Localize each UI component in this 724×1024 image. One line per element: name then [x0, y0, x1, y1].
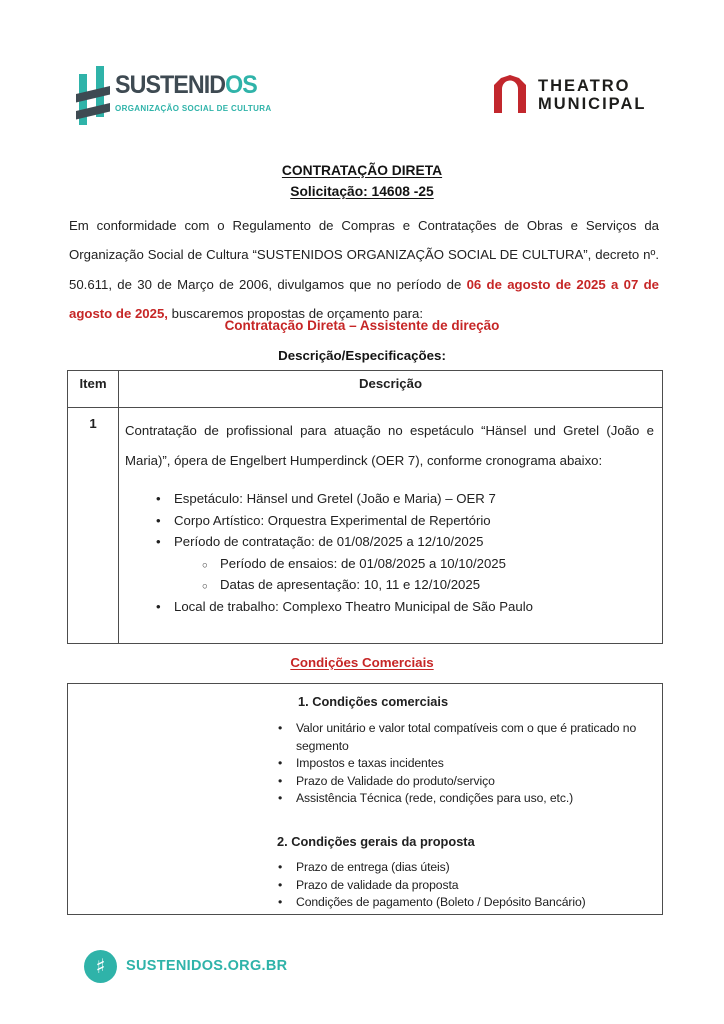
theatro-line2: MUNICIPAL	[538, 94, 647, 113]
bullet-item: • Prazo de validade da proposta	[68, 877, 662, 895]
section-title: Contratação Direta – Assistente de direção	[224, 318, 500, 333]
commercial-heading-1: 1. Condições comerciais	[298, 694, 449, 709]
commercial-list-2	[68, 859, 662, 912]
bullet-item: • Assistência Técnica (rede, condições para uso, etc.)	[68, 790, 662, 808]
footer-sharp-icon: ♯	[84, 950, 117, 983]
bullet-item: • Condições de pagamento (Boleto / Depósito Bancário)	[68, 894, 662, 912]
bullet-item: • Impostos e taxas incidentes	[68, 755, 662, 773]
commercial-heading-2: 2. Condições gerais da proposta	[277, 833, 475, 849]
table-row	[68, 408, 663, 644]
bullet-item: • Espetáculo: Hänsel und Gretel (João e Maria) – OER 7	[125, 488, 654, 510]
sustenidos-logo	[76, 64, 272, 128]
table-header-item: Item	[68, 371, 119, 408]
description-bullet-list	[125, 488, 654, 618]
theatro-arch-icon	[494, 75, 526, 113]
table-header-row	[68, 371, 663, 408]
sustenidos-wordmark	[115, 64, 272, 128]
bullet-item: • Local de trabalho: Complexo Theatro Municipal de São Paulo	[125, 596, 654, 618]
footer-site-text: SUSTENIDOS.ORG.BR	[126, 958, 288, 974]
bullet-item: • Corpo Artístico: Orquestra Experimental de Repertório	[125, 510, 654, 532]
commercial-conditions-box	[67, 683, 663, 915]
item-number-cell: 1	[68, 408, 119, 644]
doc-title-line1: CONTRATAÇÃO DIRETA	[281, 163, 443, 178]
theatro-municipal-logo	[494, 75, 646, 113]
bullet-subitem: ○ Período de ensaios: de 01/08/2025 a 10/10/2025	[125, 553, 654, 575]
commercial-conditions-title-text: Condições Comerciais	[290, 655, 434, 670]
bullet-item: • Prazo de entrega (dias úteis)	[68, 859, 662, 877]
commercial-conditions-title	[0, 655, 724, 670]
date-range-highlight: 06 de agosto de 2025 a 07 de agosto de 2025,	[69, 276, 659, 322]
bullet-item: • Prazo de Validade do produto/serviço	[68, 773, 662, 791]
commercial-list-1	[68, 720, 662, 808]
bullet-item: • Período de contratação: de 01/08/2025 a 12/10/2025	[125, 531, 654, 553]
specs-table	[67, 370, 663, 644]
theatro-line1: THEATRO	[538, 77, 631, 95]
logo-word-main: SUSTENID	[115, 71, 226, 99]
specs-label: Descrição/Especificações:	[278, 348, 446, 363]
doc-title	[0, 160, 724, 202]
theatro-wordmark	[538, 75, 646, 113]
sharp-icon	[76, 64, 110, 128]
logo-tagline: ORGANIZAÇÃO SOCIAL DE CULTURA	[115, 104, 272, 113]
intro-text-2: buscaremos propostas de orçamento para:	[167, 306, 424, 322]
description-intro: Contratação de profissional para atuação no espetáculo “Hänsel und Gretel (João e Maria)”, ópera de Engelbert Humperdinck (OER 7), conforme cronograma abaixo:	[125, 423, 654, 468]
doc-title-line2: Solicitação: 14608 -25	[290, 184, 434, 199]
description-cell	[119, 408, 663, 644]
intro-text-1: Em conformidade com o Regulamento de Compras e Contratações de Obras e Serviços da Organização Social de Cultura “SUSTENIDOS ORGANIZAÇÃO SOCIAL DE CULTURA”, decreto nº. 50.611, de 30 de Março de 2006, divulgamos que no período de	[69, 218, 659, 292]
table-header-desc: Descrição	[119, 371, 663, 408]
intro-paragraph	[69, 211, 659, 329]
bullet-subitem: ○ Datas de apresentação: 10, 11 e 12/10/2025	[125, 574, 654, 596]
bullet-item: • Valor unitário e valor total compatíveis com o que é praticado no segmento	[68, 720, 662, 755]
logo-wordmark	[115, 71, 261, 100]
logo-word-accent: OS	[225, 71, 257, 99]
